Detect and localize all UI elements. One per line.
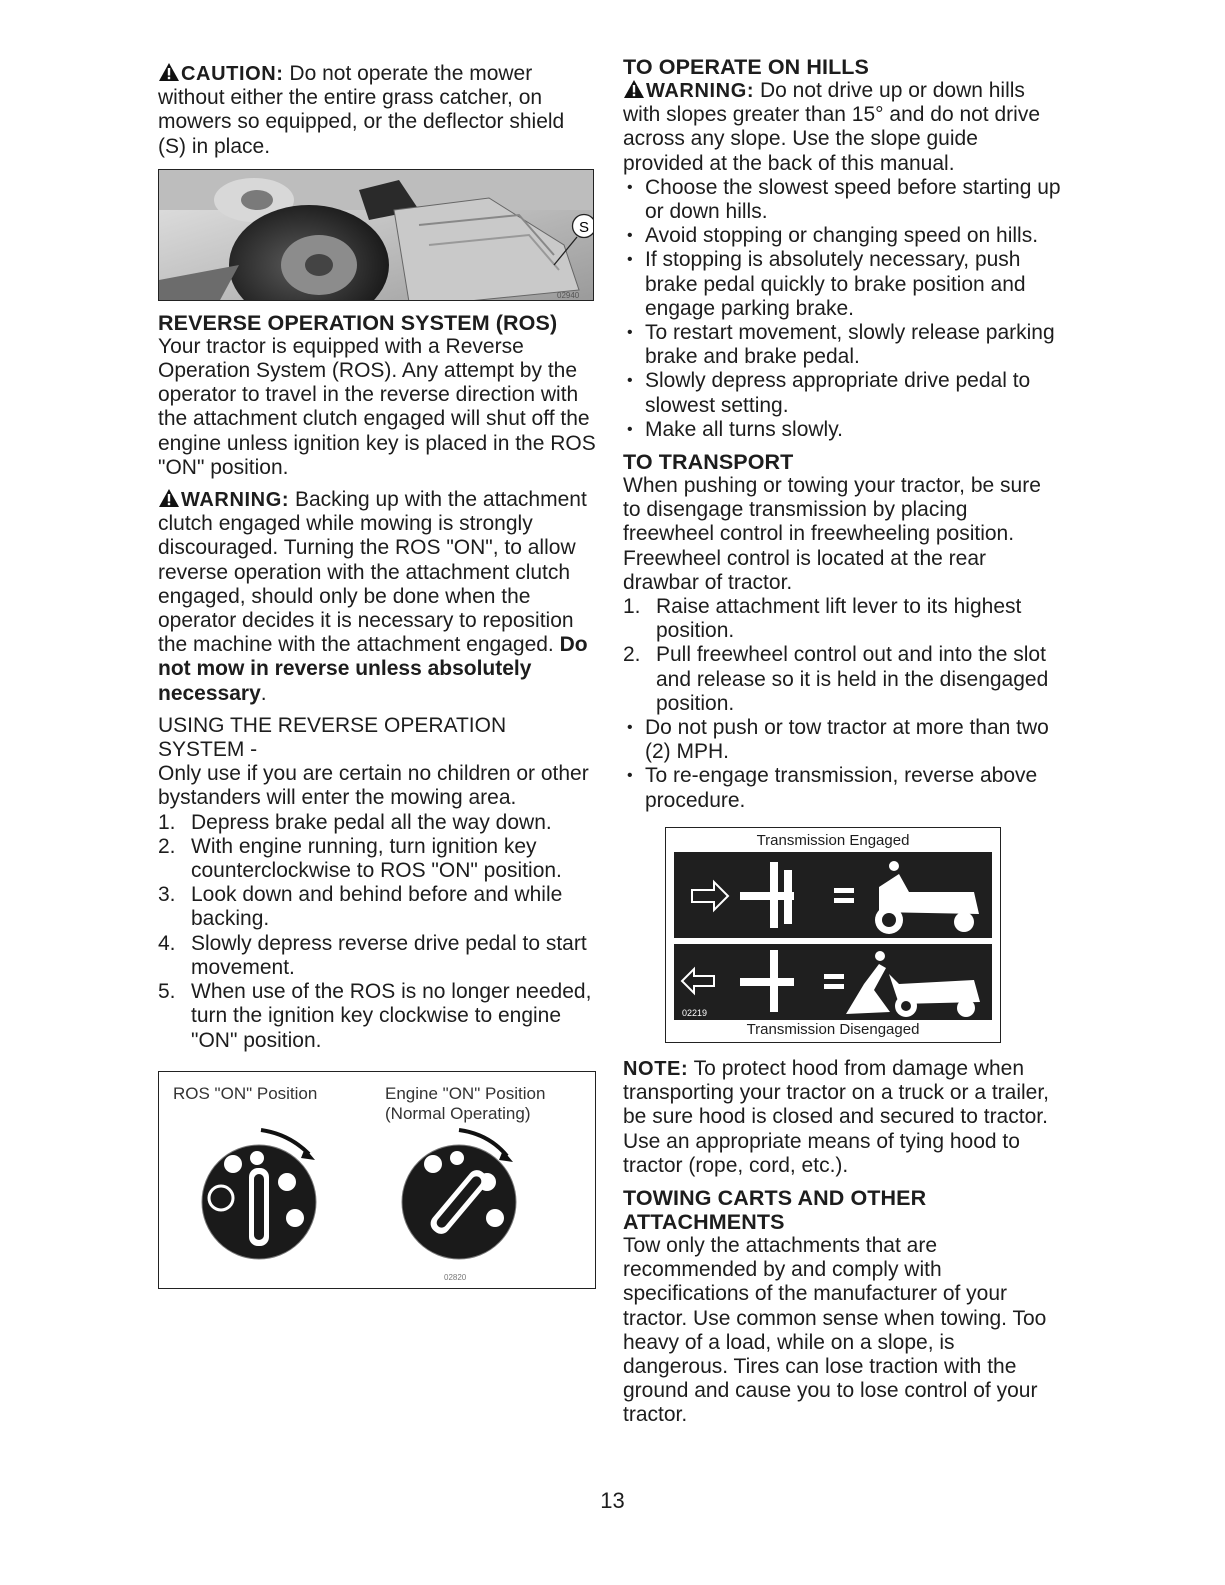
using-ros-intro: Only use if you are certain no children or other bystanders will enter the mowing area.: [158, 762, 589, 810]
list-item: [158, 835, 598, 883]
using-ros-heading: USING THE REVERSE OPERATION SYSTEM -: [158, 713, 507, 762]
normal-operating-label: (Normal Operating): [385, 1103, 531, 1123]
warning-triangle-icon: [158, 62, 180, 82]
page-number: 13: [600, 1488, 625, 1513]
transmission-figure: [665, 827, 1001, 1043]
engine-on-key-switch: [402, 1145, 516, 1259]
list-item: • If stopping is absolutely necessary, push brake pedal quickly to brake position and engage parking brake.: [623, 248, 1063, 321]
step-number: 5.: [158, 980, 176, 1004]
transport-heading: TO TRANSPORT: [623, 450, 794, 475]
ignition-switches: [159, 1072, 596, 1289]
step-number: 4.: [158, 931, 176, 955]
right-column: [623, 55, 1063, 1428]
caution-paragraph: [158, 62, 598, 159]
list-item: • To re-engage transmission, reverse above procedure.: [623, 764, 1063, 812]
hills-warning-text: Do not drive up or down hills with slopes greater than 15° and do not drive across any slope. Use the slope guide provided at the back of this manual.: [623, 79, 1040, 175]
list-item: [623, 595, 1063, 643]
list-item: [623, 643, 1063, 716]
step-text: Slowly depress reverse drive pedal to start movement.: [191, 931, 587, 979]
towing-heading: TOWING CARTS AND OTHER ATTACHMENTS: [623, 1185, 927, 1234]
step-number: 2.: [623, 643, 641, 667]
hills-heading: TO OPERATE ON HILLS: [623, 55, 869, 79]
ignition-key-figure: [158, 1071, 596, 1289]
transport-bullets: [623, 716, 1063, 813]
caution-keyword: CAUTION:: [181, 63, 284, 85]
deflector-shield-photo: [158, 169, 594, 301]
warning-paragraph: [158, 488, 598, 706]
photo-id: 02940: [557, 290, 580, 300]
step-text: Look down and behind before and while backing.: [191, 883, 563, 931]
step-text: Pull freewheel control out and into the slot and release so it is held in the disengaged position.: [656, 643, 1049, 715]
transmission-engaged-caption: Transmission Engaged: [756, 831, 910, 849]
list-item: [158, 980, 598, 1053]
warning-end: .: [260, 681, 267, 705]
warning-bold-text: Do not mow in reverse unless absolutely necessary: [158, 633, 588, 705]
note-keyword: NOTE:: [623, 1057, 689, 1080]
warning-keyword: WARNING:: [181, 489, 290, 512]
ros-on-key-switch: [202, 1145, 316, 1259]
transport-steps: [623, 595, 1063, 716]
callout-s-label: S: [578, 218, 590, 236]
step-text: When use of the ROS is no longer needed, turn the ignition key clockwise to engine "ON" position.: [191, 980, 592, 1052]
step-text: Depress brake pedal all the way down.: [191, 810, 552, 834]
trans-figure-id: 02219: [682, 1007, 708, 1018]
hills-bullets: [623, 176, 1063, 442]
transmission-disengaged-caption: Transmission Disengaged: [746, 1020, 920, 1038]
note-text: To protect hood from damage when transporting your tractor on a truck or a trailer, be sure hood is closed and secured to tractor. Use an appropriate means of tying hood to tractor (rope, cord, etc.).: [623, 1056, 1050, 1177]
caution-text: Do not operate the mower without either the entire grass catcher, on mowers so equipped, or the deflector shield (S) in place.: [158, 62, 565, 158]
step-number: 3.: [158, 883, 176, 907]
note-paragraph: [623, 1057, 1063, 1178]
step-number: 1.: [623, 595, 641, 619]
list-item: [158, 811, 598, 835]
hills-warning-paragraph: [623, 79, 1063, 176]
warning-triangle-icon: [158, 488, 180, 508]
ros-heading: REVERSE OPERATION SYSTEM (ROS): [158, 310, 558, 335]
ros-steps-list: [158, 811, 598, 1053]
keys-figure-id: 02820: [444, 1272, 467, 1282]
list-item: • Make all turns slowly.: [623, 418, 1063, 442]
step-number: 2.: [158, 834, 176, 858]
ros-on-label: ROS "ON" Position: [173, 1083, 318, 1103]
warning-triangle-icon: [623, 79, 645, 99]
warning-text: Backing up with the attachment clutch engaged while mowing is strongly discouraged. Turning the ROS "ON", to allow reverse operation with the attachment clutch engaged, should only be done when the operator decides it is necessary to reposition the machine with the attachment engaged.: [158, 488, 587, 657]
ros-body: Your tractor is equipped with a Reverse Operation System (ROS). Any attempt by the operator to travel in the reverse direction with the attachment clutch engaged will shut off the engine unless ignition key is placed in the ROS "ON" position.: [158, 334, 596, 479]
hills-warning-keyword: WARNING:: [646, 80, 755, 102]
list-item: • Choose the slowest speed before starting up or down hills.: [623, 176, 1063, 224]
step-text: With engine running, turn ignition key counterclockwise to ROS "ON" position.: [191, 834, 562, 883]
towing-body: Tow only the attachments that are recommended by and comply with specifications of the manufacturer of your tractor. Use common sense when towing. Too heavy of a load, while on a slope, is dangerous. Tires can lose traction with the ground and cause you to lose control of your tractor.: [623, 1233, 1047, 1427]
list-item: [158, 883, 598, 931]
engaged-panel: [674, 852, 992, 938]
engine-on-label: Engine "ON" Position: [385, 1083, 546, 1103]
list-item: • To restart movement, slowly release parking brake and brake pedal.: [623, 321, 1063, 369]
list-item: • Avoid stopping or changing speed on hills.: [623, 224, 1063, 248]
list-item: • Do not push or tow tractor at more than two (2) MPH.: [623, 716, 1063, 764]
list-item: [158, 932, 598, 980]
mower-deck-image: [159, 170, 594, 301]
engaged-illustration: [674, 852, 994, 938]
disengaged-illustration: [674, 944, 994, 1020]
left-column: [158, 62, 598, 1289]
step-text: Raise attachment lift lever to its highest position.: [656, 595, 1022, 643]
disengaged-panel: [674, 944, 992, 1020]
transport-body: When pushing or towing your tractor, be sure to disengage transmission by placing freewheel control in freewheeling position. Freewheel control is located at the rear drawbar of tractor.: [623, 474, 1041, 594]
list-item: • Slowly depress appropriate drive pedal to slowest setting.: [623, 369, 1063, 417]
step-number: 1.: [158, 810, 176, 834]
